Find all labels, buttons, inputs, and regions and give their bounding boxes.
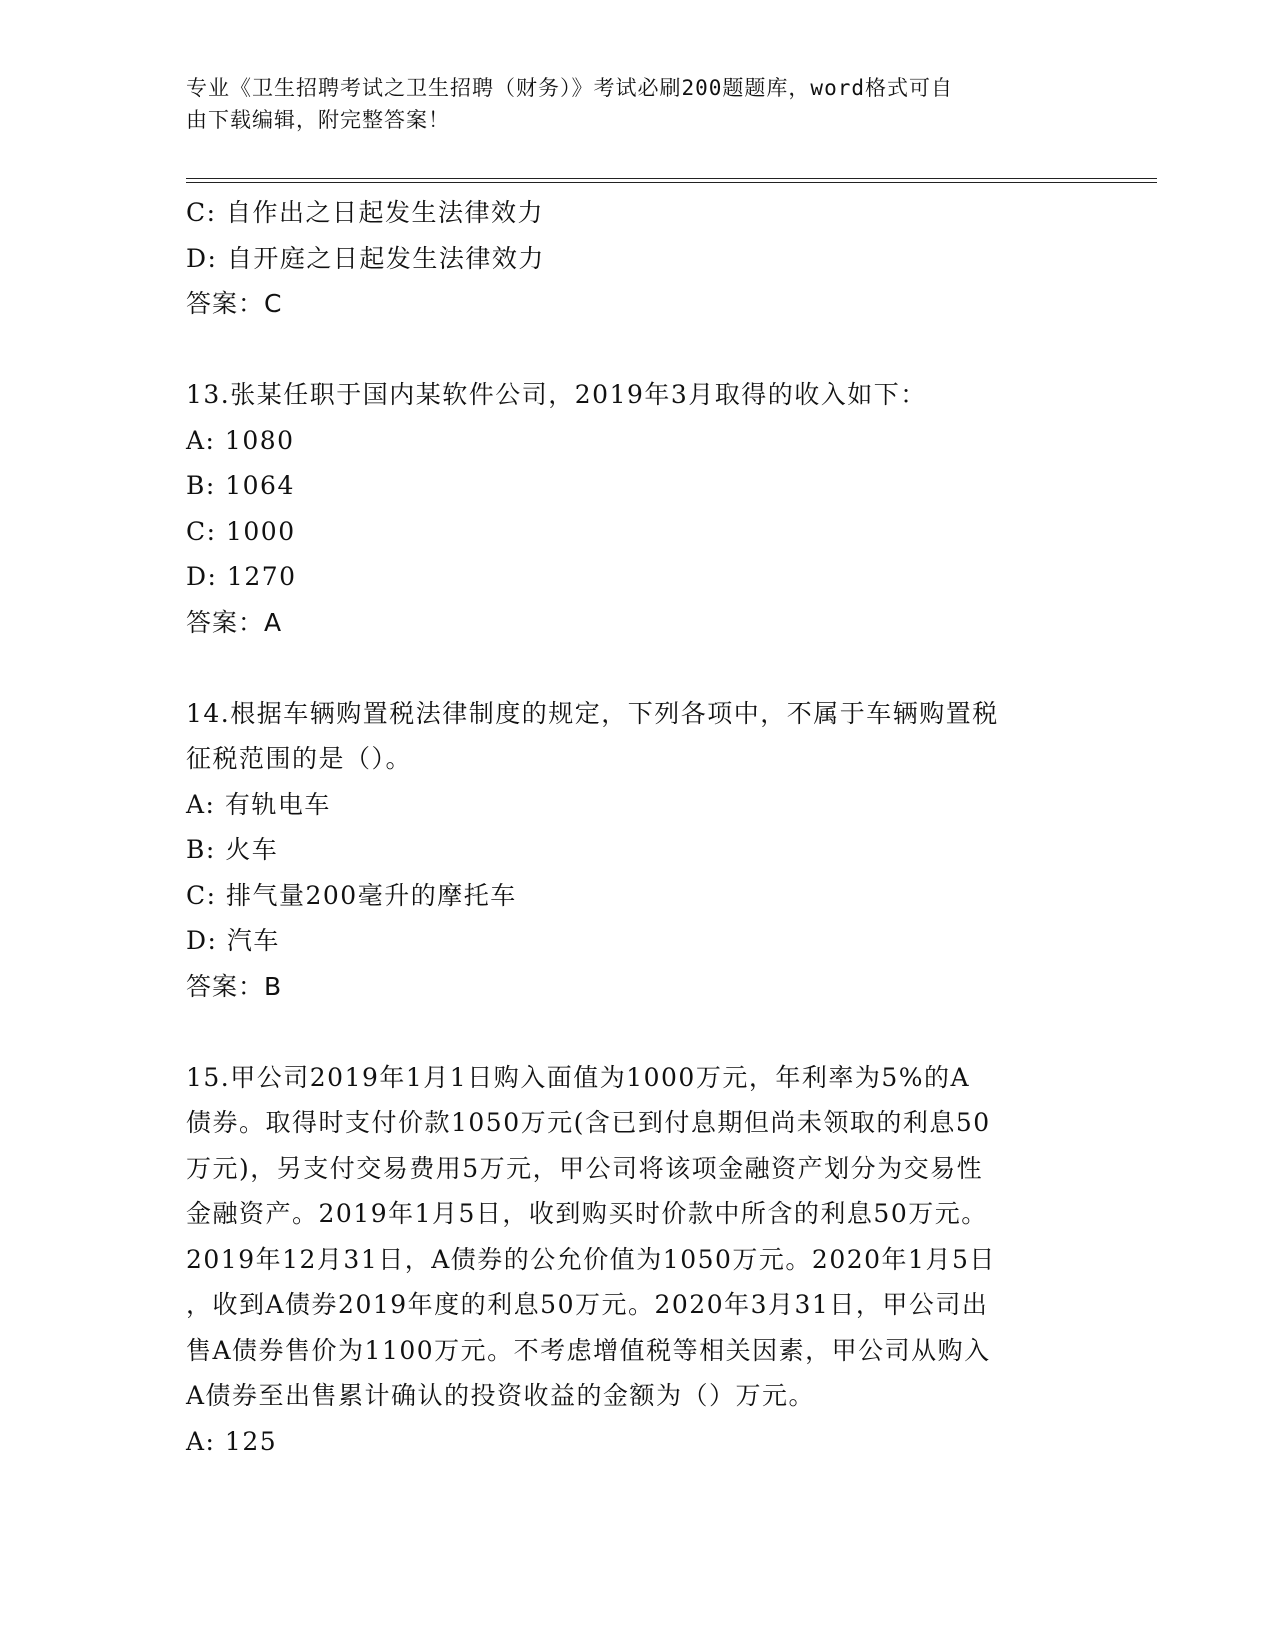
option-b: B: 火车 [186, 835, 279, 864]
question-stem-line: 债券。取得时支付价款1050万元(含已到付息期但尚未领取的利息50 [186, 1108, 991, 1137]
question-stem-line: A债券至出售累计确认的投资收益的金额为（）万元。 [186, 1381, 816, 1410]
question-stem-line-1: 14.根据车辆购置税法律制度的规定，下列各项中，不属于车辆购置税 [186, 698, 999, 728]
question-stem-line: 2019年12月31日，A债券的公允价值为1050万元。2020年1月5日 [186, 1244, 996, 1274]
header-divider-top [186, 178, 1157, 179]
spacer [186, 327, 1086, 373]
question-stem-line: 售A债券售价为1100万元。不考虑增值税等相关因素，甲公司从购入 [186, 1335, 991, 1365]
question-14 [186, 691, 1086, 1010]
option-c: C: 排气量200毫升的摩托车 [186, 880, 517, 910]
question-stem-line: ，收到A债券2019年度的利息50万元。2020年3月31日，甲公司出 [186, 1290, 989, 1319]
option-a: A: 1080 [186, 425, 295, 455]
option-d: D: 自开庭之日起发生法律效力 [186, 243, 545, 273]
question-15 [186, 1055, 1086, 1465]
document-header [186, 72, 1066, 136]
option-d: D: 1270 [186, 562, 297, 591]
answer-label: 答案：B [186, 971, 283, 1001]
spacer [186, 1009, 1086, 1055]
question-stem: 13.张某任职于国内某软件公司，2019年3月取得的收入如下： [186, 380, 927, 409]
option-b: B: 1064 [186, 471, 295, 500]
spacer [186, 645, 1086, 691]
option-a: A: 125 [186, 1426, 278, 1456]
option-c: C: 1000 [186, 516, 296, 546]
option-c: C: 自作出之日起发生法律效力 [186, 198, 544, 227]
question-stem-line: 15.甲公司2019年1月1日购入面值为1000万元，年利率为5%的A [186, 1062, 971, 1092]
question-12 [186, 190, 1086, 327]
question-list [186, 190, 1086, 1464]
question-13 [186, 372, 1086, 645]
answer-label: 答案：A [186, 607, 283, 637]
answer-label: 答案：C [186, 289, 283, 318]
header-line-1: 专业《卫生招聘考试之卫生招聘（财务）》考试必刷200题题库，word格式可自 [186, 76, 953, 100]
option-a: A: 有轨电车 [186, 789, 331, 819]
question-stem-line: 万元)，另支付交易费用5万元，甲公司将该项金融资产划分为交易性 [186, 1153, 984, 1183]
header-line-2: 由下载编辑，附完整答案！ [186, 108, 450, 132]
option-d: D: 汽车 [186, 926, 280, 955]
header-divider-bottom [186, 182, 1157, 183]
question-stem-line-2: 征税范围的是（）。 [186, 744, 413, 773]
question-stem-line: 金融资产。2019年1月5日，收到购买时价款中所含的利息50万元。 [186, 1199, 988, 1228]
